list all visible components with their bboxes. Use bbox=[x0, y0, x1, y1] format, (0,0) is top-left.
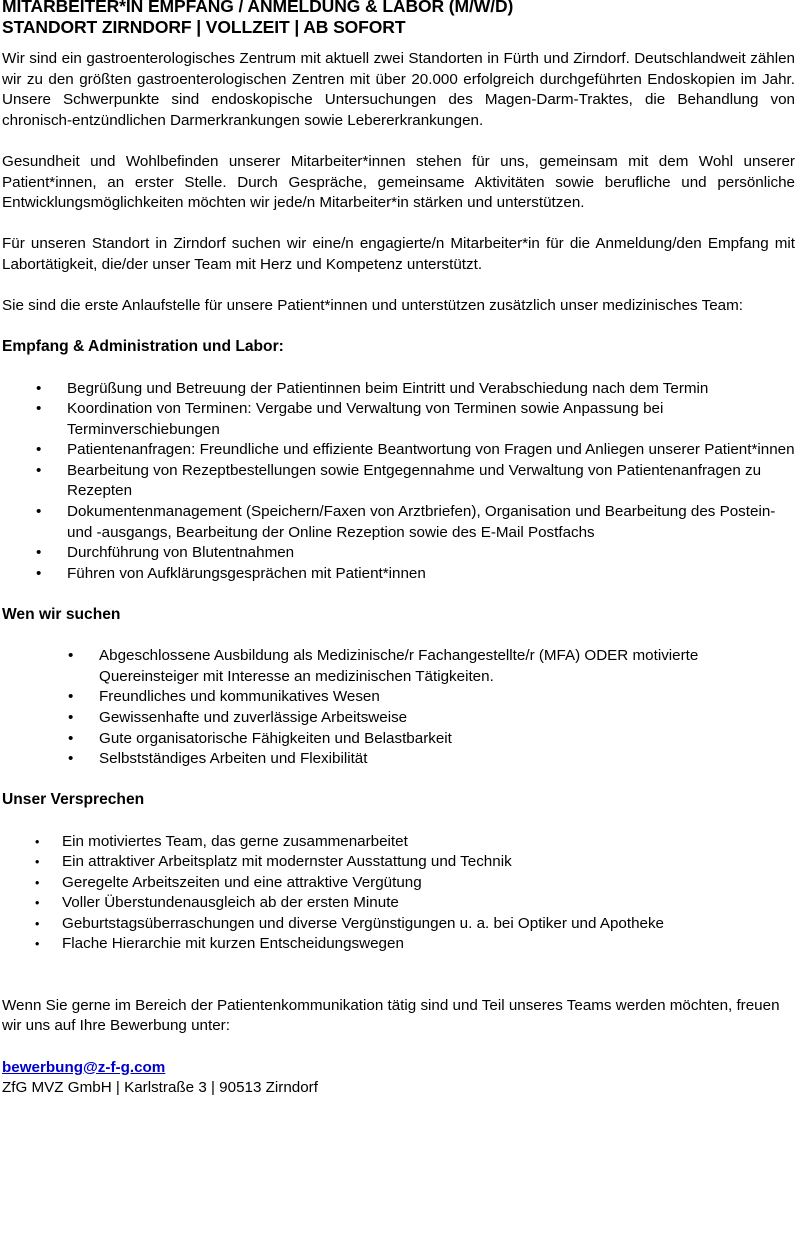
list-item bbox=[2, 832, 795, 853]
spacer bbox=[2, 626, 795, 647]
responsibilities-list bbox=[2, 379, 795, 585]
list-item-label: Flache Hierarchie mit kurzen Entscheidungswegen bbox=[62, 935, 404, 953]
intro-paragraph-2: Gesundheit und Wohlbefinden unserer Mitarbeiter*innen stehen für uns, gemeinsam mit dem Wohl unserer Patient*innen, an erster Stelle. Durch Gespräche, gemeinsame Aktivitäten sowie berufliche und persönliche Entwicklungsmöglichkeiten möchten wir jede/n Mitarbeiter*in stärken und unterstützen. bbox=[2, 152, 795, 212]
spacer bbox=[2, 37, 795, 49]
list-item bbox=[2, 914, 795, 935]
spacer bbox=[2, 1037, 795, 1058]
bullet-icon: • bbox=[68, 709, 74, 726]
page-title-line-1: MITARBEITER*IN EMPFANG / ANMELDUNG & LABOR (M/W/D) bbox=[2, 0, 514, 16]
bullet-icon: • bbox=[68, 688, 74, 706]
list-item-label: Dokumentenmanagement (Speichern/Faxen von Arztbriefen), Organisation und Bearbeitung des Postein- und -ausgangs, Bearbeitung der Online Rezeption sowie des E-Mail Postfachs bbox=[67, 503, 776, 541]
list-item bbox=[2, 873, 795, 894]
bullet-icon: • bbox=[35, 875, 40, 890]
spacer bbox=[2, 770, 795, 791]
bullet-icon: • bbox=[36, 441, 42, 459]
bullet-icon: • bbox=[68, 750, 74, 768]
list-item bbox=[2, 502, 795, 543]
list-item-label: Gute organisatorische Fähigkeiten und Belastbarkeit bbox=[99, 729, 452, 747]
list-item-label: Bearbeitung von Rezeptbestellungen sowie Entgegennahme und Verwaltung von Patientenanfragen zu Rezepten bbox=[67, 461, 762, 500]
bullet-icon: • bbox=[68, 647, 74, 665]
list-item bbox=[2, 646, 795, 687]
bullet-icon: • bbox=[36, 379, 42, 397]
section-heading-wen-wir-suchen: Wen wir suchen bbox=[2, 606, 121, 624]
spacer bbox=[2, 955, 795, 976]
list-item-label: Patientenanfragen: Freundliche und effiziente Beantwortung von Fragen und Anliegen unserer Patient*innen bbox=[67, 441, 795, 459]
list-item bbox=[2, 440, 795, 461]
list-item-label: Koordination von Terminen: Vergabe und Verwaltung von Terminen sowie Anpassung bei Terminverschiebungen bbox=[67, 400, 664, 438]
bullet-icon: • bbox=[35, 916, 40, 931]
list-item bbox=[2, 749, 795, 770]
section-heading-empfang-administration-labor: Empfang & Administration und Labor: bbox=[2, 338, 284, 356]
bullet-icon: • bbox=[35, 896, 40, 911]
page-title bbox=[2, 0, 795, 37]
list-item-label: Führen von Aufklärungsgesprächen mit Patient*innen bbox=[67, 564, 426, 582]
intro-paragraph-1: Wir sind ein gastroenterologisches Zentrum mit aktuell zwei Standorten in Fürth und Zirndorf. Deutschlandweit zählen wir zu den größten gastroenterologischen Zentren mit über 20.000 erfolgreich durchgeführten Endoskopien im Jahr. Unsere Schwerpunkte sind endoskopische Untersuchungen des Magen-Darm-Traktes, die Behandlung von chronisch-entzündlichen Darmerkrankungen sowie Lebererkrankungen. bbox=[2, 50, 795, 129]
list-item bbox=[2, 893, 795, 914]
list-item-label: Geburtstagsüberraschungen und diverse Vergünstigungen u. a. bei Optiker und Apotheke bbox=[62, 914, 665, 932]
list-item bbox=[2, 708, 795, 729]
bullet-icon: • bbox=[36, 564, 42, 582]
page-title-line-2: STANDORT ZIRNDORF | VOLLZEIT | AB SOFORT bbox=[2, 16, 406, 37]
list-item-label: Durchführung von Blutentnahmen bbox=[67, 544, 295, 562]
list-item-label: Voller Überstundenausgleich ab der ersten Minute bbox=[62, 894, 399, 912]
spacer bbox=[2, 975, 795, 996]
list-item-label: Ein attraktiver Arbeitsplatz mit modernster Ausstattung und Technik bbox=[62, 853, 512, 871]
page-content bbox=[2, 0, 795, 1099]
list-item bbox=[2, 729, 795, 750]
list-item bbox=[2, 852, 795, 873]
spacer bbox=[2, 811, 795, 832]
bullet-icon: • bbox=[35, 855, 40, 870]
spacer bbox=[2, 358, 795, 379]
section-heading-unser-versprechen: Unser Versprechen bbox=[2, 791, 145, 809]
list-item bbox=[2, 461, 795, 502]
list-item-label: Freundliches und kommunikatives Wesen bbox=[99, 688, 380, 706]
list-item bbox=[2, 543, 795, 564]
benefits-list bbox=[2, 832, 795, 955]
bullet-icon: • bbox=[35, 937, 40, 952]
spacer bbox=[2, 584, 795, 605]
bullet-icon: • bbox=[35, 834, 40, 849]
bullet-icon: • bbox=[36, 544, 42, 562]
bullet-icon: • bbox=[36, 461, 42, 479]
list-item bbox=[2, 564, 795, 585]
list-item-label: Begrüßung und Betreuung der Patientinnen beim Eintritt und Verabschiedung nach dem Termin bbox=[67, 379, 709, 397]
bullet-icon: • bbox=[68, 729, 74, 747]
list-item-label: Gewissenhafte und zuverlässige Arbeitsweise bbox=[99, 709, 408, 726]
list-item-label: Ein motiviertes Team, das gerne zusammenarbeitet bbox=[62, 832, 408, 850]
list-item-label: Selbstständiges Arbeiten und Flexibilität bbox=[99, 750, 368, 768]
bullet-icon: • bbox=[36, 400, 42, 418]
spacer bbox=[2, 214, 795, 235]
spacer bbox=[2, 131, 795, 152]
requirements-list bbox=[2, 646, 795, 770]
intro-paragraph-3: Für unseren Standort in Zirndorf suchen wir eine/n engagierte/n Mitarbeiter*in für die Anmeldung/den Empfang mit Labortätigkeit, die/der unser Team mit Herz und Kompetenz unterstützt. bbox=[2, 235, 795, 273]
spacer bbox=[2, 317, 795, 338]
list-item bbox=[2, 399, 795, 440]
list-item bbox=[2, 379, 795, 400]
lead-in-paragraph: Sie sind die erste Anlaufstelle für unsere Patient*innen und unterstützen zusätzlich unser medizinisches Team: bbox=[2, 297, 743, 315]
closing-paragraph: Wenn Sie gerne im Bereich der Patientenkommunikation tätig sind und Teil unseres Teams werden möchten, freuen wir uns auf Ihre Bewerbung unter: bbox=[2, 996, 780, 1035]
contact-block bbox=[2, 1058, 795, 1099]
bullet-icon: • bbox=[36, 503, 42, 521]
list-item-label: Abgeschlossene Ausbildung als Medizinische/r Fachangestellte/r (MFA) ODER motivierte Quereinsteiger mit Interesse an medizinischen Tätigkeiten. bbox=[99, 647, 699, 685]
list-item-label: Geregelte Arbeitszeiten und eine attraktive Vergütung bbox=[62, 873, 422, 891]
list-item bbox=[2, 687, 795, 708]
company-address-line: ZfG MVZ GmbH | Karlstraße 3 | 90513 Zirndorf bbox=[2, 1079, 318, 1097]
list-item bbox=[2, 934, 795, 955]
spacer bbox=[2, 276, 795, 297]
application-email-link[interactable]: bewerbung@z-f-g.com bbox=[2, 1058, 166, 1076]
